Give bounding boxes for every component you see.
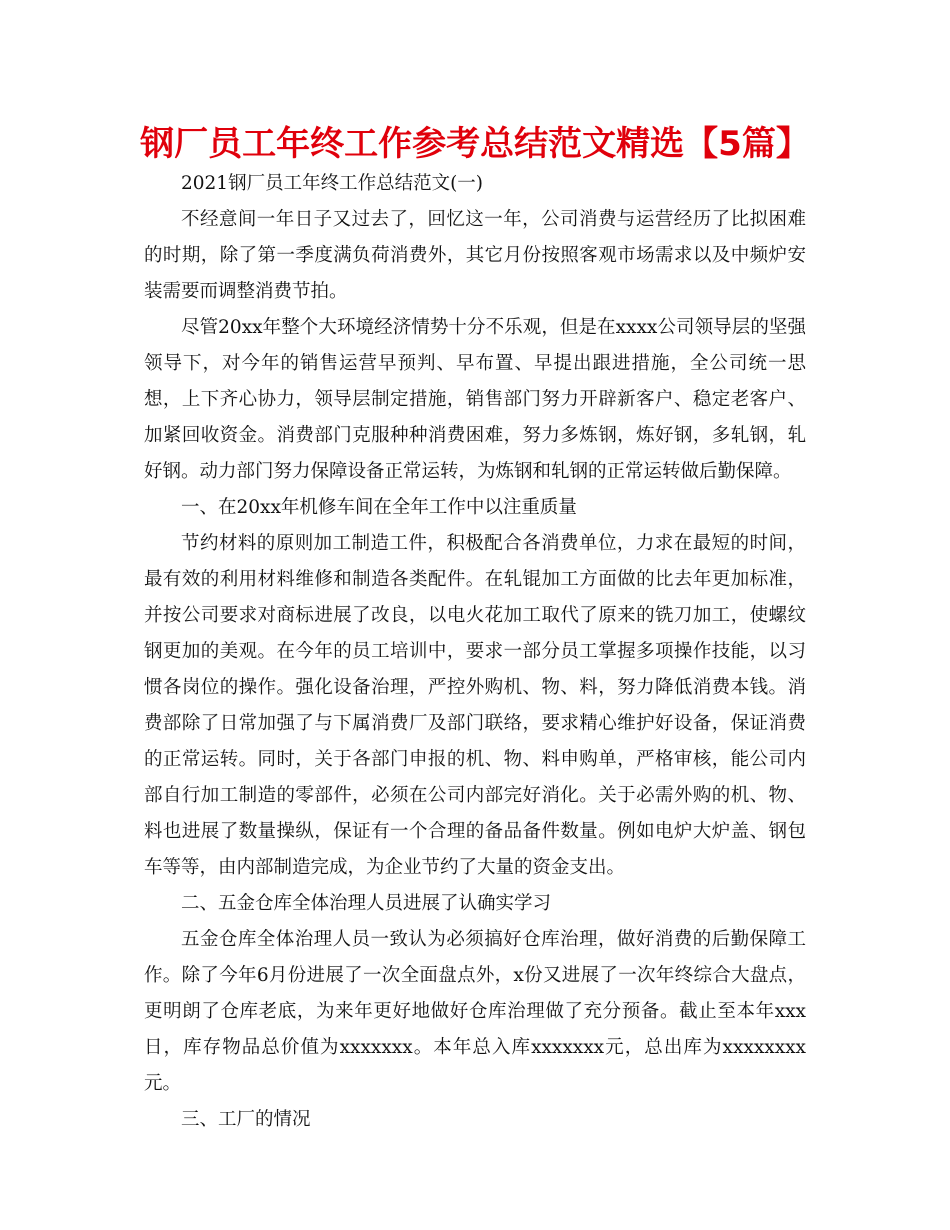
subtitle-paragraph: 2021钢厂员工年终工作总结范文(一) (181, 173, 484, 194)
document-title: 钢厂员工年终工作参考总结范文精选【5篇】 (140, 124, 810, 164)
section-body-1: 节约材料的原则加工制造工件，积极配合各消费单位，力求在最短的时间，最有效的利用材料维修和制造各类配件。在轧锟加工方面做的比去年更加标准，并按公司要求对商标进展了改良，以电火花加工取代了原来的铣刀加工，使螺纹钢更加的美观。在今年的员工培训中，要求一部分员工掌握多项操作技能，以习惯各岗位的操作。强化设备治理，严控外购机、物、料，努力降低消费本钱。消费部除了日常加强了与下属消费厂及部门联络，要求精心维护好设备，保证消费的正常运转。同时，关于各部门申报的机、物、料申购单，严格审核，能公司内部自行加工制造的零部件，必须在公司内部完好消化。关于必需外购的机、物、料也进展了数量操纵，保证有一个合理的备品备件数量。例如电炉大炉盖、钢包车等等，由内部制造完成，为企业节约了大量的资金支出。 (144, 533, 806, 878)
overview-paragraph: 尽管20xx年整个大环境经济情势十分不乐观，但是在xxxx公司领导层的坚强领导下，对今年的销售运营早预判、早布置、早提出跟进措施，全公司统一思想，上下齐心协力，领导层制定措施，销售部门努力开辟新客户、稳定老客户、加紧回收资金。消费部门克服种种消费困难，努力多炼钢，炼好钢，多轧钢，轧好钢。动力部门努力保障设备正常运转，为炼钢和轧钢的正常运转做后勤保障。 (144, 317, 806, 482)
section-heading-1: 一、在20xx年机修车间在全年工作中以注重质量 (181, 497, 577, 518)
section-body-2: 五金仓库全体治理人员一致认为必须搞好仓库治理，做好消费的后勤保障工作。除了今年6月份进展了一次全面盘点外，x份又进展了一次年终综合大盘点，更明朗了仓库老底，为来年更好地做好仓库治理做了充分预备。截止至本年xxx日，库存物品总价值为xxxxxxx。本年总入库xxxxxxx元，总出库为xxxxxxxx元。 (144, 929, 806, 1094)
document-page (140, 118, 810, 1138)
section-heading-3: 三、工厂的情况 (181, 1109, 311, 1130)
intro-paragraph: 不经意间一年日子又过去了，回忆这一年，公司消费与运营经历了比拟困难的时期，除了第一季度满负荷消费外，其它月份按照客观市场需求以及中频炉安装需要而调整消费节拍。 (144, 209, 806, 302)
section-heading-2: 二、五金仓库全体治理人员进展了认确实学习 (181, 893, 552, 914)
